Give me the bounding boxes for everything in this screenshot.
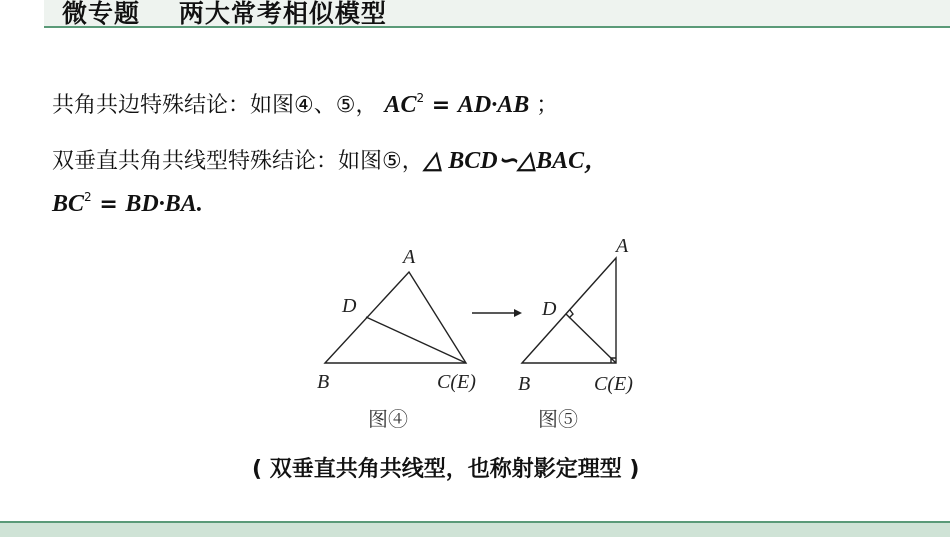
line1-math-b: AD·AB: [457, 92, 530, 118]
line1-sup: 2: [416, 91, 425, 105]
fig5-label-b: B: [518, 373, 531, 395]
line1-eq: =: [424, 93, 458, 118]
line3-math-b: BD·BA.: [125, 191, 203, 217]
fig4-label-c: C(E): [437, 371, 476, 393]
line3-math-a: BC: [52, 191, 85, 217]
fig4-label-d: D: [342, 295, 357, 317]
line1-text: 共角共边特殊结论：如图④、⑤，: [52, 93, 378, 118]
line2-math: △ BCD∽△BAC，: [423, 148, 609, 174]
fig4-label-a: A: [403, 246, 416, 268]
fig5-altitude-cd: [566, 314, 616, 363]
page-title: 微专题 两大常考相似模型: [62, 0, 387, 28]
fig4-triangle: [325, 272, 466, 363]
fig5-triangle: [522, 258, 616, 363]
fig5-label-a: A: [616, 235, 629, 257]
fig5-caption: 图⑤: [538, 409, 578, 431]
figure-4: [325, 272, 466, 363]
conclusion-line-3: [52, 190, 203, 218]
fig5-label-c: C(E): [594, 373, 633, 395]
line3-eq: =: [91, 192, 126, 217]
figure-5: [522, 258, 616, 363]
fig4-caption: 图④: [368, 409, 408, 431]
line1-end: ；: [536, 93, 559, 118]
fig5-label-d: D: [542, 298, 557, 320]
fig4-label-b: B: [317, 371, 330, 393]
conclusion-line-1: [52, 88, 558, 119]
header: [0, 0, 950, 30]
line1-math-a: AC: [384, 92, 417, 118]
fig5-right-angle-d: [569, 310, 573, 318]
geometry-svg: [300, 230, 680, 440]
line3-sup: 2: [84, 190, 92, 204]
model-caption: ( 双垂直共角共线型，也称射影定理型 ): [252, 457, 640, 482]
arrow-icon: [472, 309, 522, 317]
conclusion-line-2: [52, 140, 608, 175]
line2-text: 双垂直共角共线型特殊结论：如图⑤，: [52, 149, 424, 174]
geometry-figure: [300, 230, 680, 440]
